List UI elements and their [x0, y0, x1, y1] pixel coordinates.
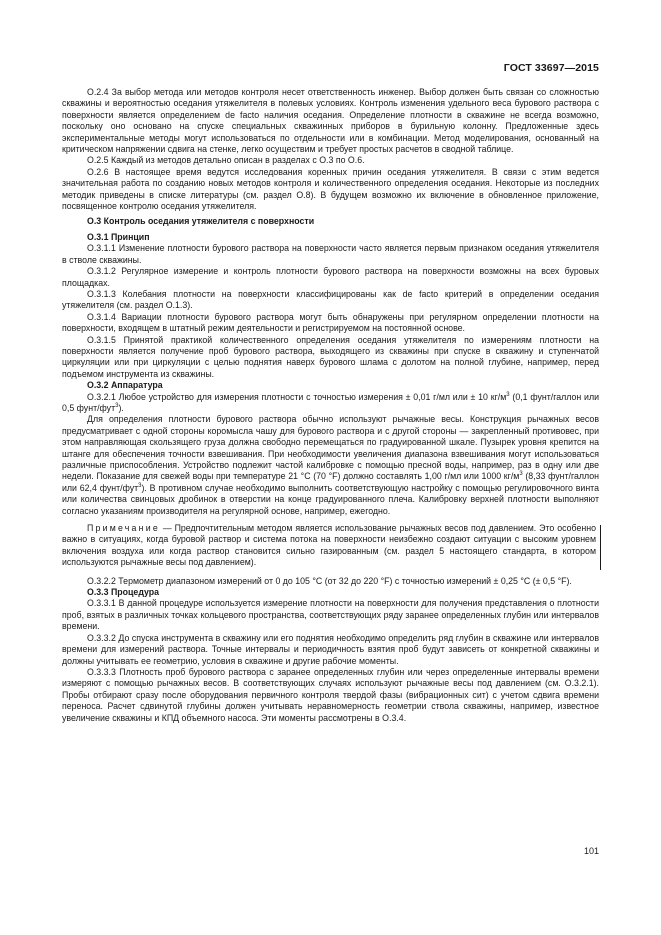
paragraph-o-3-1-4: О.3.1.4 Вариации плотности бурового раствора могут быть обнаружены при регулярном определении плотности на поверхности, входящем в штатный режим деятельности и регистрируемом на постоянной основе. [62, 311, 599, 334]
page-number: 101 [583, 846, 599, 856]
subsection-heading-o-3-1: О.3.1 Принцип [87, 231, 150, 242]
paragraph-o-2-5: О.2.5 Каждый из методов детально описан в разделах с О.3 по О.6. [87, 155, 365, 166]
paragraph-lever-balance [62, 414, 599, 517]
note-block [62, 523, 599, 569]
subsection-heading-o-3-2: О.3.2 Аппаратура [87, 380, 163, 391]
o321-text-a: О.3.2.1 Любое устройство для измерения плотности с точностью измерения ± 0,01 г/мл или ± 10 кг/м [87, 391, 507, 402]
paragraph-o-3-3-3: О.3.3.3 Плотность проб бурового раствора с заранее определенных глубин или через определенные интервалы времени измеряют с помощью рычажных весов. В соответствующих случаях используют рычажные весы под давлением (см. О.3.2.1). Пробы отбирают сразу после оборудования первичного контроля твердой фазы (вибрационных сит) с учетом сдвига времени переноса. Расчет сдвинутой глубины должен учитывать неравномерность геометрии ствола скважины, например, известное увеличение скважины и КПД объемного насоса. Эти моменты рассмотрены в О.3.4. [62, 666, 599, 723]
o321-sup-2: 3 [115, 403, 119, 410]
o321-sup-1: 3 [506, 391, 510, 398]
lever-text-a: Для определения плотности бурового раствора обычно используют рычажные весы. Конструкция рычажных весов предусматривает с одной стороны коромысла чашу для бурового раствора и с другой стороны — закрепленный противовес, при этом направляющая скользящего груза должна свободно перемещаться по градуированной шкале. Пузырек уровня крепится на штанге для обеспечения точности взвешивания. При необходимости увеличения диапазона взвешивания могут использоваться различные приспособления. Устройство подлежит частой калибровке с помощью пресной воды, например, раз в одну или две недели. Показание для свежей воды при температуре 21 °C (70 °F) должно составлять 1,00 г/мл или 1000 кг/м [62, 414, 599, 482]
paragraph-o-3-1-5: О.3.1.5 Принятой практикой количественного определения оседания утяжелителя по измерениям плотности на поверхности является получение проб бурового раствора, выходящего из скважины при спуске в скважину и ступенчатой циркуляции или при циркуляции с целью поднятия наверх бурового шлама с долотом на полной глубине, например, перед подъемом инструмента из скважины. [62, 334, 599, 379]
subsection-heading-o-3-3: О.3.3 Процедура [87, 587, 160, 598]
paragraph-o-3-3-2: О.3.3.2 До спуска инструмента в скважину или его поднятия необходимо определить ряд глубин в скважине или интервалов времени для измерений раствора. Точные интервалы и периодичность взятия проб будут зависеть от конкретной скважины и должны учитывать ее геометрию, условия в скважине и другие рабочие моменты. [62, 632, 599, 666]
lever-text-c: (8,33 фунт/галлон или 62,4 фунт/фут [62, 471, 599, 493]
section-heading-o-3: О.3 Контроль оседания утяжелителя с поверхности [87, 216, 315, 227]
change-bar [600, 525, 601, 570]
paragraph-o-3-2-1 [62, 392, 599, 415]
o321-text-e: ). [118, 402, 124, 413]
paragraph-o-3-3-1: О.3.3.1 В данной процедуре используется измерение плотности на поверхности для получения представления о плотности проб, взятых в различных точках кольцевого пространства, соответствующих ряду заранее определенных глубин или интервалов времени. [62, 598, 599, 632]
paragraph-o-3-1-1: О.3.1.1 Изменение плотности бурового раствора на поверхности часто является первым признаком оседания утяжелителя в стволе скважины. [62, 243, 599, 265]
document-body [62, 87, 599, 724]
note-label: Примечание [87, 523, 160, 534]
standard-header: ГОСТ 33697—2015 [503, 62, 599, 74]
paragraph-o-3-2-2: О.3.2.2 Термометр диапазоном измерений от 0 до 105 °C (от 32 до 220 °F) с точностью измерений ± 0,25 °C (± 0,5 °F). [87, 575, 572, 586]
paragraph-o-3-1-3: О.3.1.3 Колебания плотности на поверхности классифицированы как de facto критерий в определении оседания утяжелителя (см. раздел О.1.3). [62, 288, 599, 311]
paragraph-o-2-6: О.2.6 В настоящее время ведутся исследования коренных причин оседания утяжелителя. В связи с этим ведется значительная работа по созданию новых методов контроля и количественного определения оседания. Некоторые из последних методик приведены в списке литературы (см. раздел О.8). В будущем возможно их включение в обновленное приложение, посвященное контролю оседания утяжелителя. [62, 166, 599, 212]
paragraph-o-3-1-2: О.3.1.2 Регулярное измерение и контроль плотности бурового раствора на поверхности возможны на всех буровых площадках. [62, 266, 599, 288]
note-text: — Предпочтительным методом является использование рычажных весов под давлением. Это особенно важно в ситуациях, когда буровой раствор и система потока на поверхности неизбежно создают ситуации с высоким уровнем включения воздуха или когда раствор становится сильно газированным (см. раздел 5 настоящего стандарта, в котором используются рычажные весы под давлением). [62, 523, 596, 568]
lever-text-e: ). В противном случае необходимо выполнить соответствующую настройку с помощью регулировочного винта или количества свинцовых дробинок в отверстии на конце градуированного плеча. Калибровку верхней плотности выполняют согласно указаниям производителя на регулярной основе, например, ежегодно. [62, 482, 600, 516]
o321-text-c: (0,1 фунт/галлон или 0,5 фунт/фут [62, 391, 599, 413]
lever-sup-1: 3 [519, 471, 523, 478]
paragraph-o-2-4: О.2.4 За выбор метода или методов контроля несет ответственность инженер. Выбор должен быть связан со сложностью скважины и вероятностью оседания утяжелителя в полевых условиях. Контроль изменения удельного веса бурового раствора с поверхности является определением de facto наличия оседания. Определение плотности в скважине не всегда возможно, поскольку оно основано на спуске специальных скважинных приборов в бурильную колонну. Предложенные здесь экспериментальные методы могут использоваться по отдельности или в комбинации. Метод моделирования, основанный на критическом напряжении сдвига на стенке, легко осуществим и требует простых расчетов в сводной таблице. [62, 87, 599, 155]
lever-sup-2: 3 [138, 482, 142, 489]
